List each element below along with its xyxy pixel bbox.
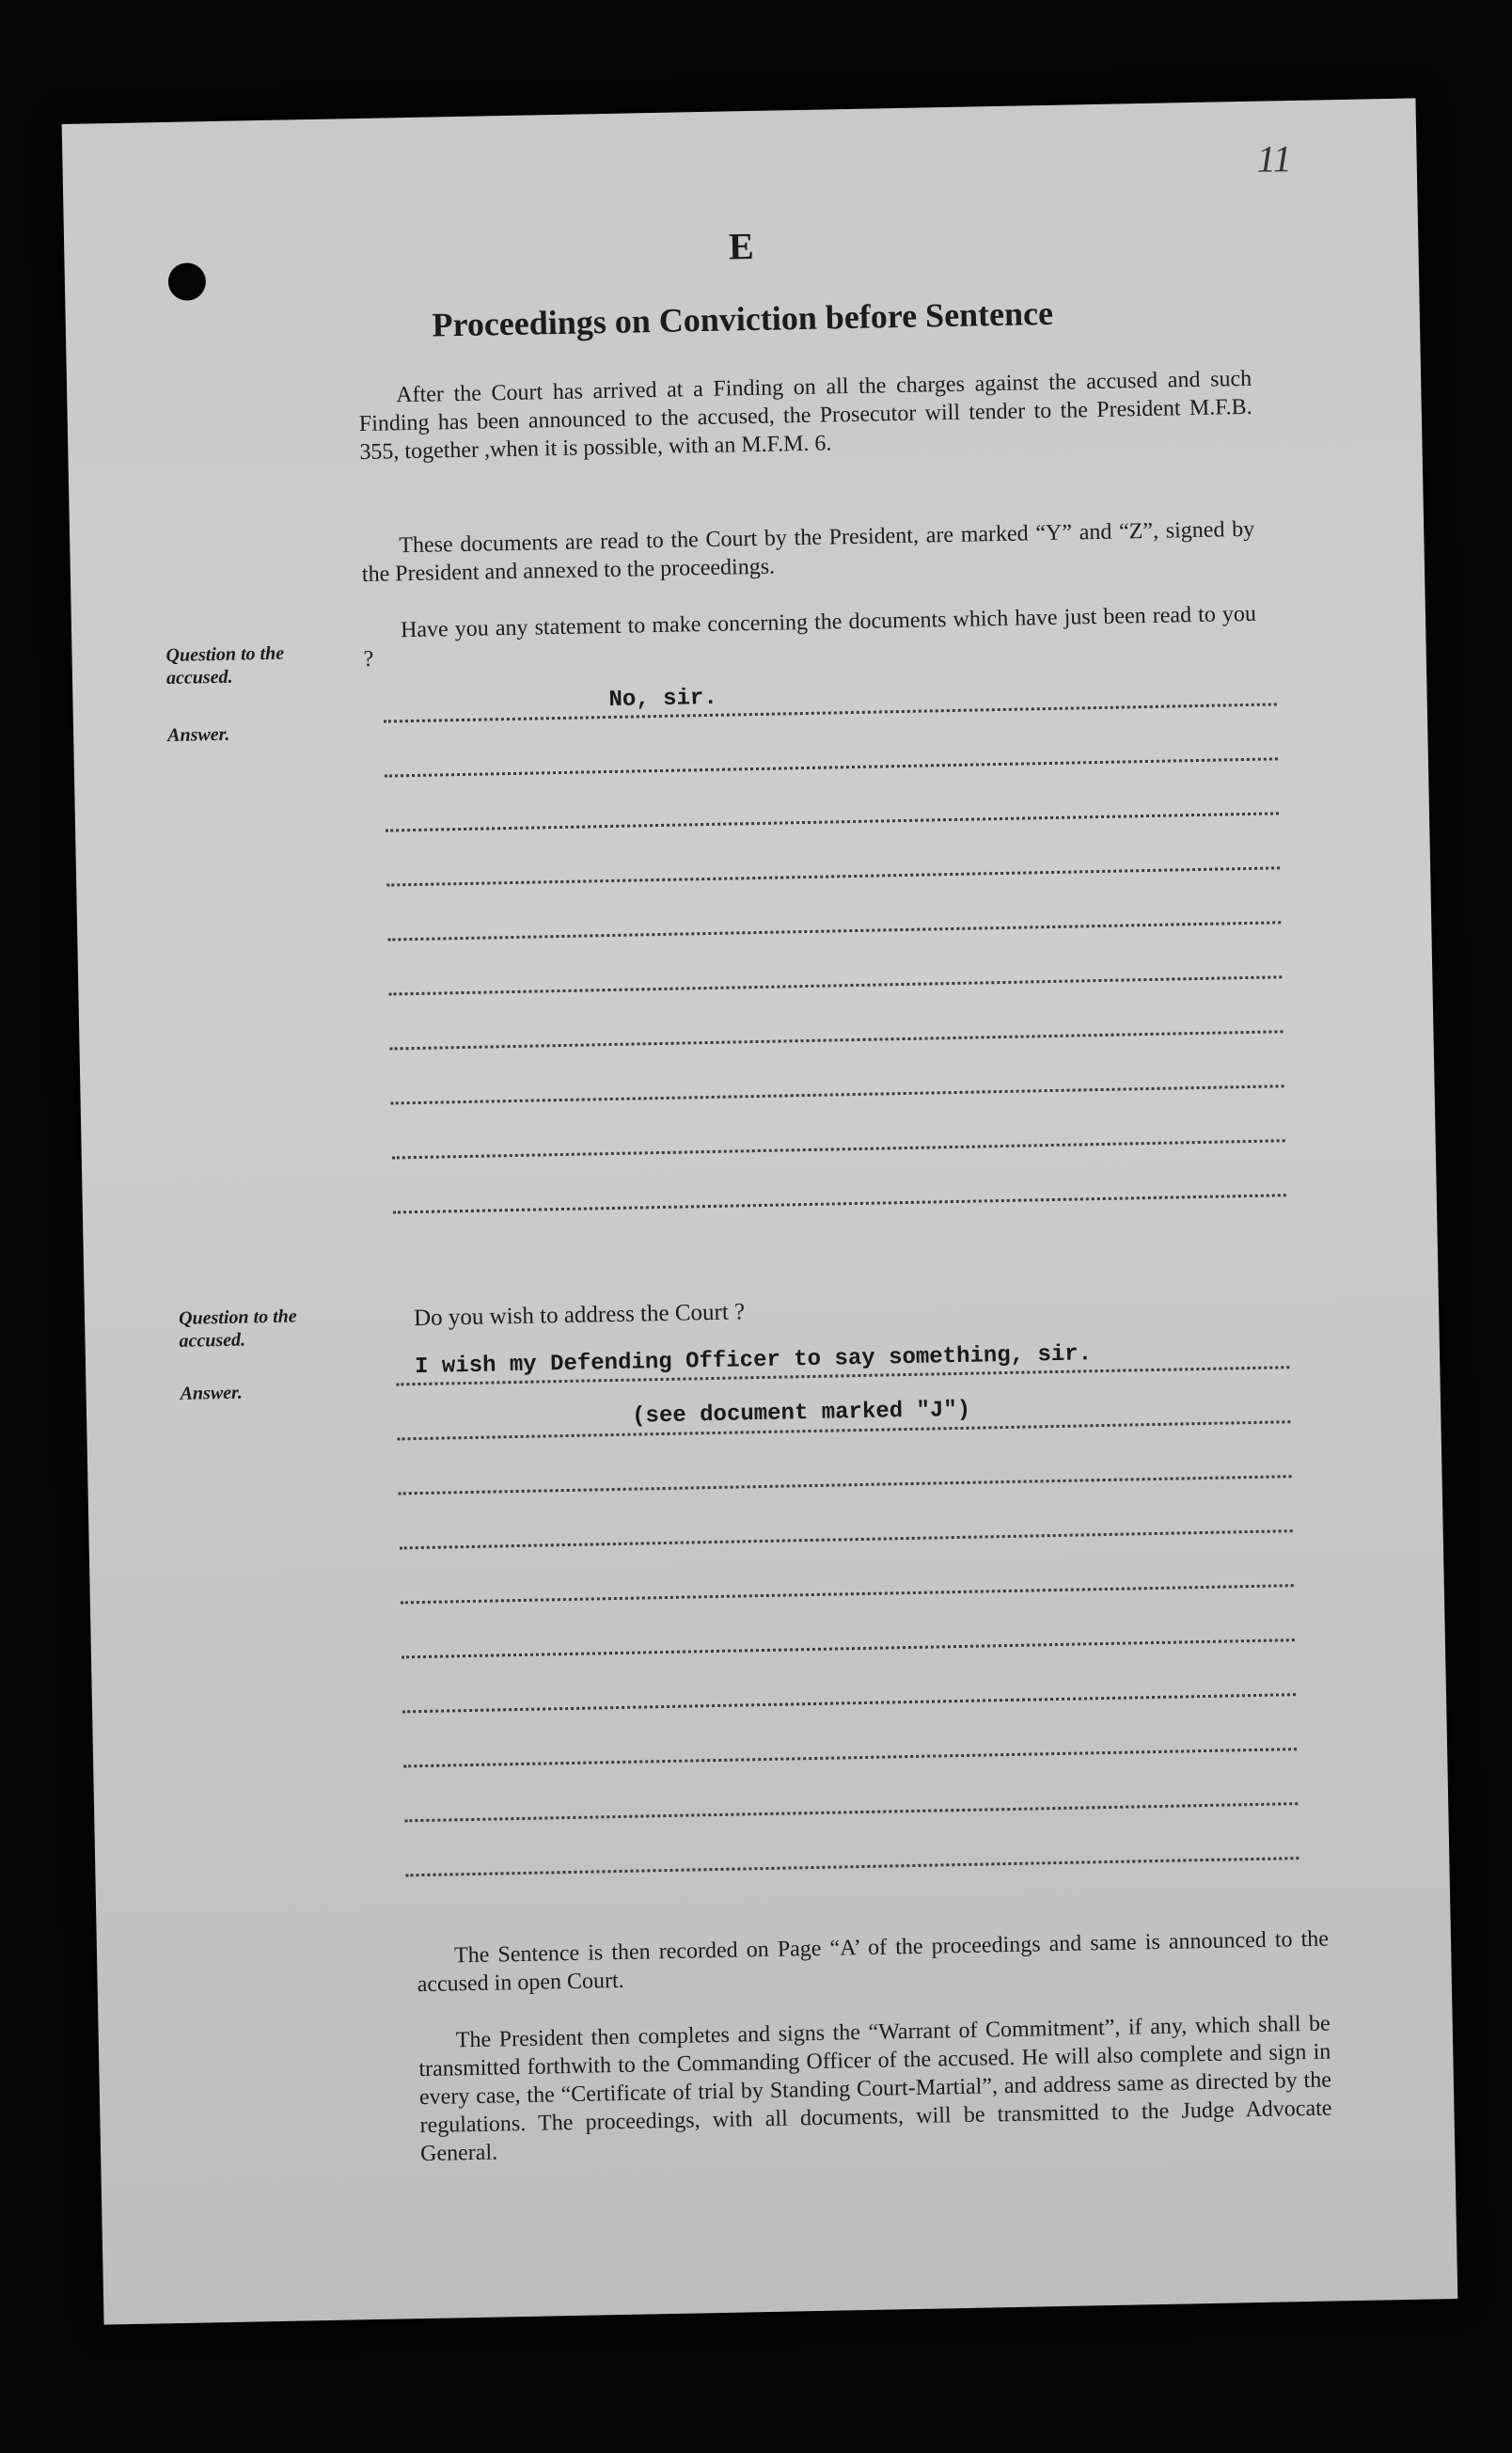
- answer-2-line: [400, 1529, 1293, 1549]
- answer-1-line: [387, 921, 1281, 941]
- closing-paragraph-2: The President then completes and signs the “Warrant of Commitment”, if any, which shall be transmitted forthwith to the Commanding Officer of the accused. He will also complete and sign in every case, the “Certificate of trial by Standing Court-Martial”, and address same as directed by the regulations. The proceedings, with all documents, will be transmitted to the Judge Advocate General.: [418, 2011, 1332, 2167]
- answer-1-line: [393, 1194, 1286, 1213]
- answer-2-line: [402, 1638, 1295, 1658]
- question-2-text: Do you wish to address the Court ?: [413, 1299, 746, 1332]
- intro-paragraph-2: These documents are read to the Court by the President, are marked “Y” and “Z”, signed by the President and annexed to the proceedings.: [361, 516, 1255, 587]
- question-1-label: Question to the accused.: [165, 642, 285, 689]
- answer-1-line: [386, 866, 1280, 886]
- page-title: Proceedings on Conviction before Sentence: [432, 293, 1054, 344]
- page-number: 11: [1256, 136, 1293, 181]
- question-1-text: Have you any statement to make concerning the documents which have just been read to you ?: [363, 601, 1257, 672]
- answer-1-typed: No, sir.: [608, 685, 717, 713]
- answer-2-line: [403, 1748, 1297, 1767]
- answer-1-line: [388, 975, 1282, 995]
- answer-2-line: [399, 1475, 1292, 1495]
- answer-2-line: [405, 1857, 1299, 1876]
- answer-2-line: [402, 1693, 1296, 1713]
- answer-2-label: Answer.: [180, 1382, 243, 1404]
- answer-2-typed-line-1: I wish my Defending Officer to say something, sir.: [414, 1341, 1093, 1381]
- answer-2-typed-line-2: (see document marked "J"): [631, 1397, 971, 1430]
- form-page: [62, 98, 1458, 2324]
- answer-2-line: [401, 1584, 1294, 1604]
- question-2-label: Question to the accused.: [178, 1306, 297, 1352]
- answer-2-line: [404, 1802, 1298, 1822]
- intro-paragraph-1: After the Court has arrived at a Finding on all the charges against the accused and such Finding has been announced to the accused, the Prosecutor will tender to the President M.F.B. 355, together ,when it is possible, with an M.F.M. 6.: [358, 366, 1252, 466]
- closing-paragraph-1: The Sentence is then recorded on Page “A’ of the proceedings and same is announced to the accused in open Court.: [417, 1926, 1330, 1998]
- section-letter: E: [728, 224, 755, 268]
- answer-1-line: [392, 1139, 1285, 1159]
- answer-1-line: [384, 703, 1277, 722]
- answer-1-line: [385, 757, 1278, 777]
- answer-1-line: [391, 1084, 1284, 1104]
- answer-1-line: [390, 1030, 1284, 1050]
- answer-1-label: Answer.: [166, 723, 230, 746]
- answer-1-line: [386, 812, 1279, 831]
